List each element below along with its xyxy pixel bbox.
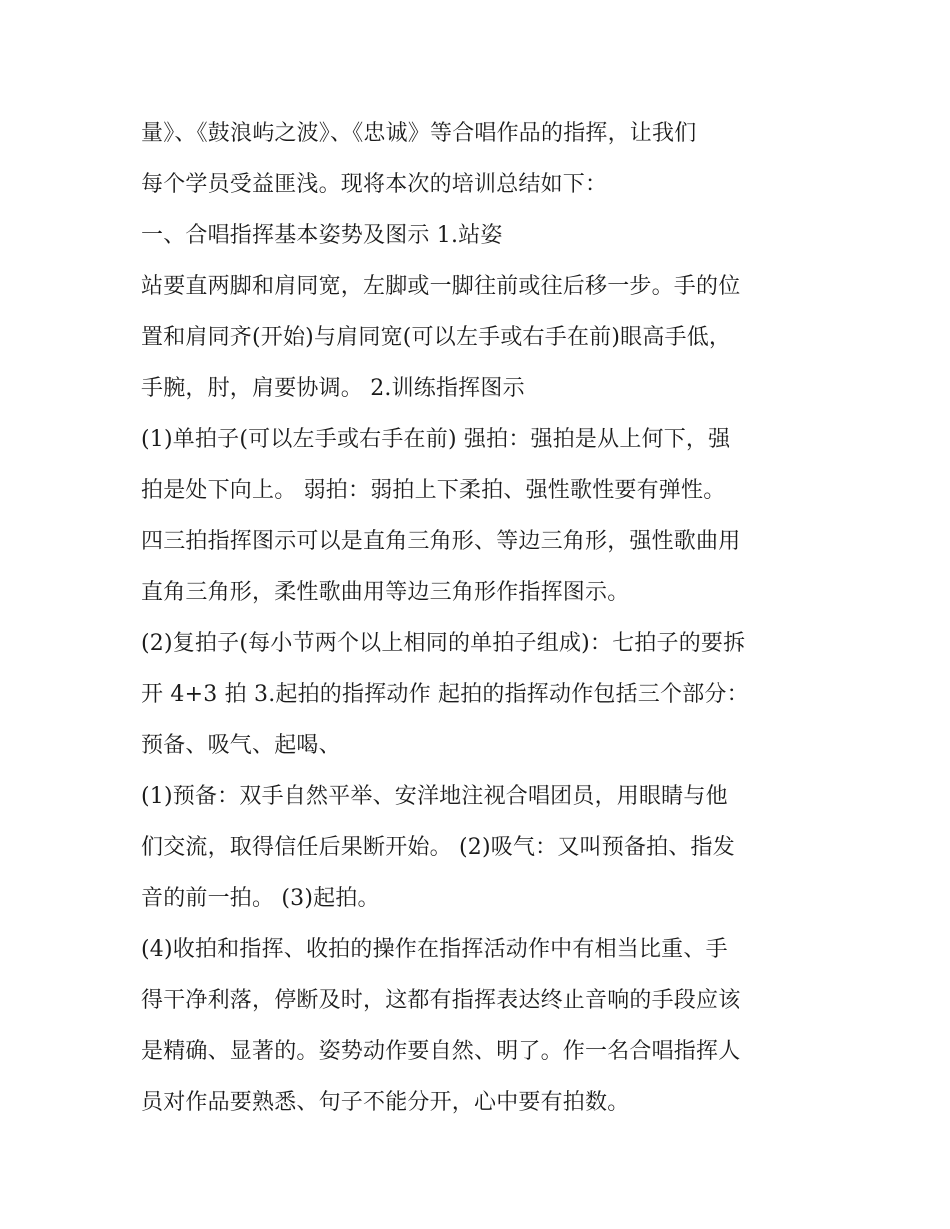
text-line: 音的前一拍。 (3)起拍。	[141, 886, 380, 911]
text-line: 得干净利落，停断及时，这都有指挥表达终止音响的手段应该	[141, 988, 741, 1013]
section-heading: 一、合唱指挥基本姿势及图示 1.站姿	[141, 223, 503, 248]
body-text	[141, 108, 821, 1128]
text-line: (4)收拍和指挥、收拍的操作在指挥活动作中有相当比重、手	[141, 937, 728, 962]
text-line: 四三拍指挥图示可以是直角三角形、等边三角形，强性歌曲用	[141, 529, 741, 554]
text-line: 们交流，取得信任后果断开始。 (2)吸气：又叫预备拍、指发	[141, 835, 735, 860]
text-line: 员对作品要熟悉、句子不能分开，心中要有拍数。	[141, 1090, 630, 1115]
text-line: 开 4+3 拍 3.起拍的指挥动作 起拍的指挥动作包括三个部分：	[141, 682, 749, 707]
text-line: 手腕，肘，肩要协调。 2.训练指挥图示	[141, 376, 525, 401]
text-line: 拍是处下向上。 弱拍：弱拍上下柔拍、强性歌性要有弹性。	[141, 478, 726, 503]
text-line: 站要直两脚和肩同宽，左脚或一脚往前或往后移一步。手的位	[141, 274, 741, 299]
text-line: (1)单拍子(可以左手或右手在前) 强拍：强拍是从上何下，强	[141, 427, 731, 452]
text-line: 置和肩同齐(开始)与肩同宽(可以左手或右手在前)眼高手低，	[141, 325, 732, 350]
text-line: 直角三角形，柔性歌曲用等边三角形作指挥图示。	[141, 580, 630, 605]
text-line: (1)预备：双手自然平举、安洋地注视合唱团员，用眼睛与他	[141, 784, 728, 809]
text-line: 是精确、显著的。姿势动作要自然、明了。作一名合唱指挥人	[141, 1039, 741, 1064]
text-line: 每个学员受益匪浅。现将本次的培训总结如下：	[141, 172, 608, 197]
text-line: 量》、《鼓浪屿之波》、《忠诚》等合唱作品的指挥，让我们	[141, 121, 697, 146]
text-line: (2)复拍子(每小节两个以上相同的单拍子组成)：七拍子的要拆	[141, 631, 746, 656]
text-line: 预备、吸气、起喝、	[141, 733, 341, 758]
